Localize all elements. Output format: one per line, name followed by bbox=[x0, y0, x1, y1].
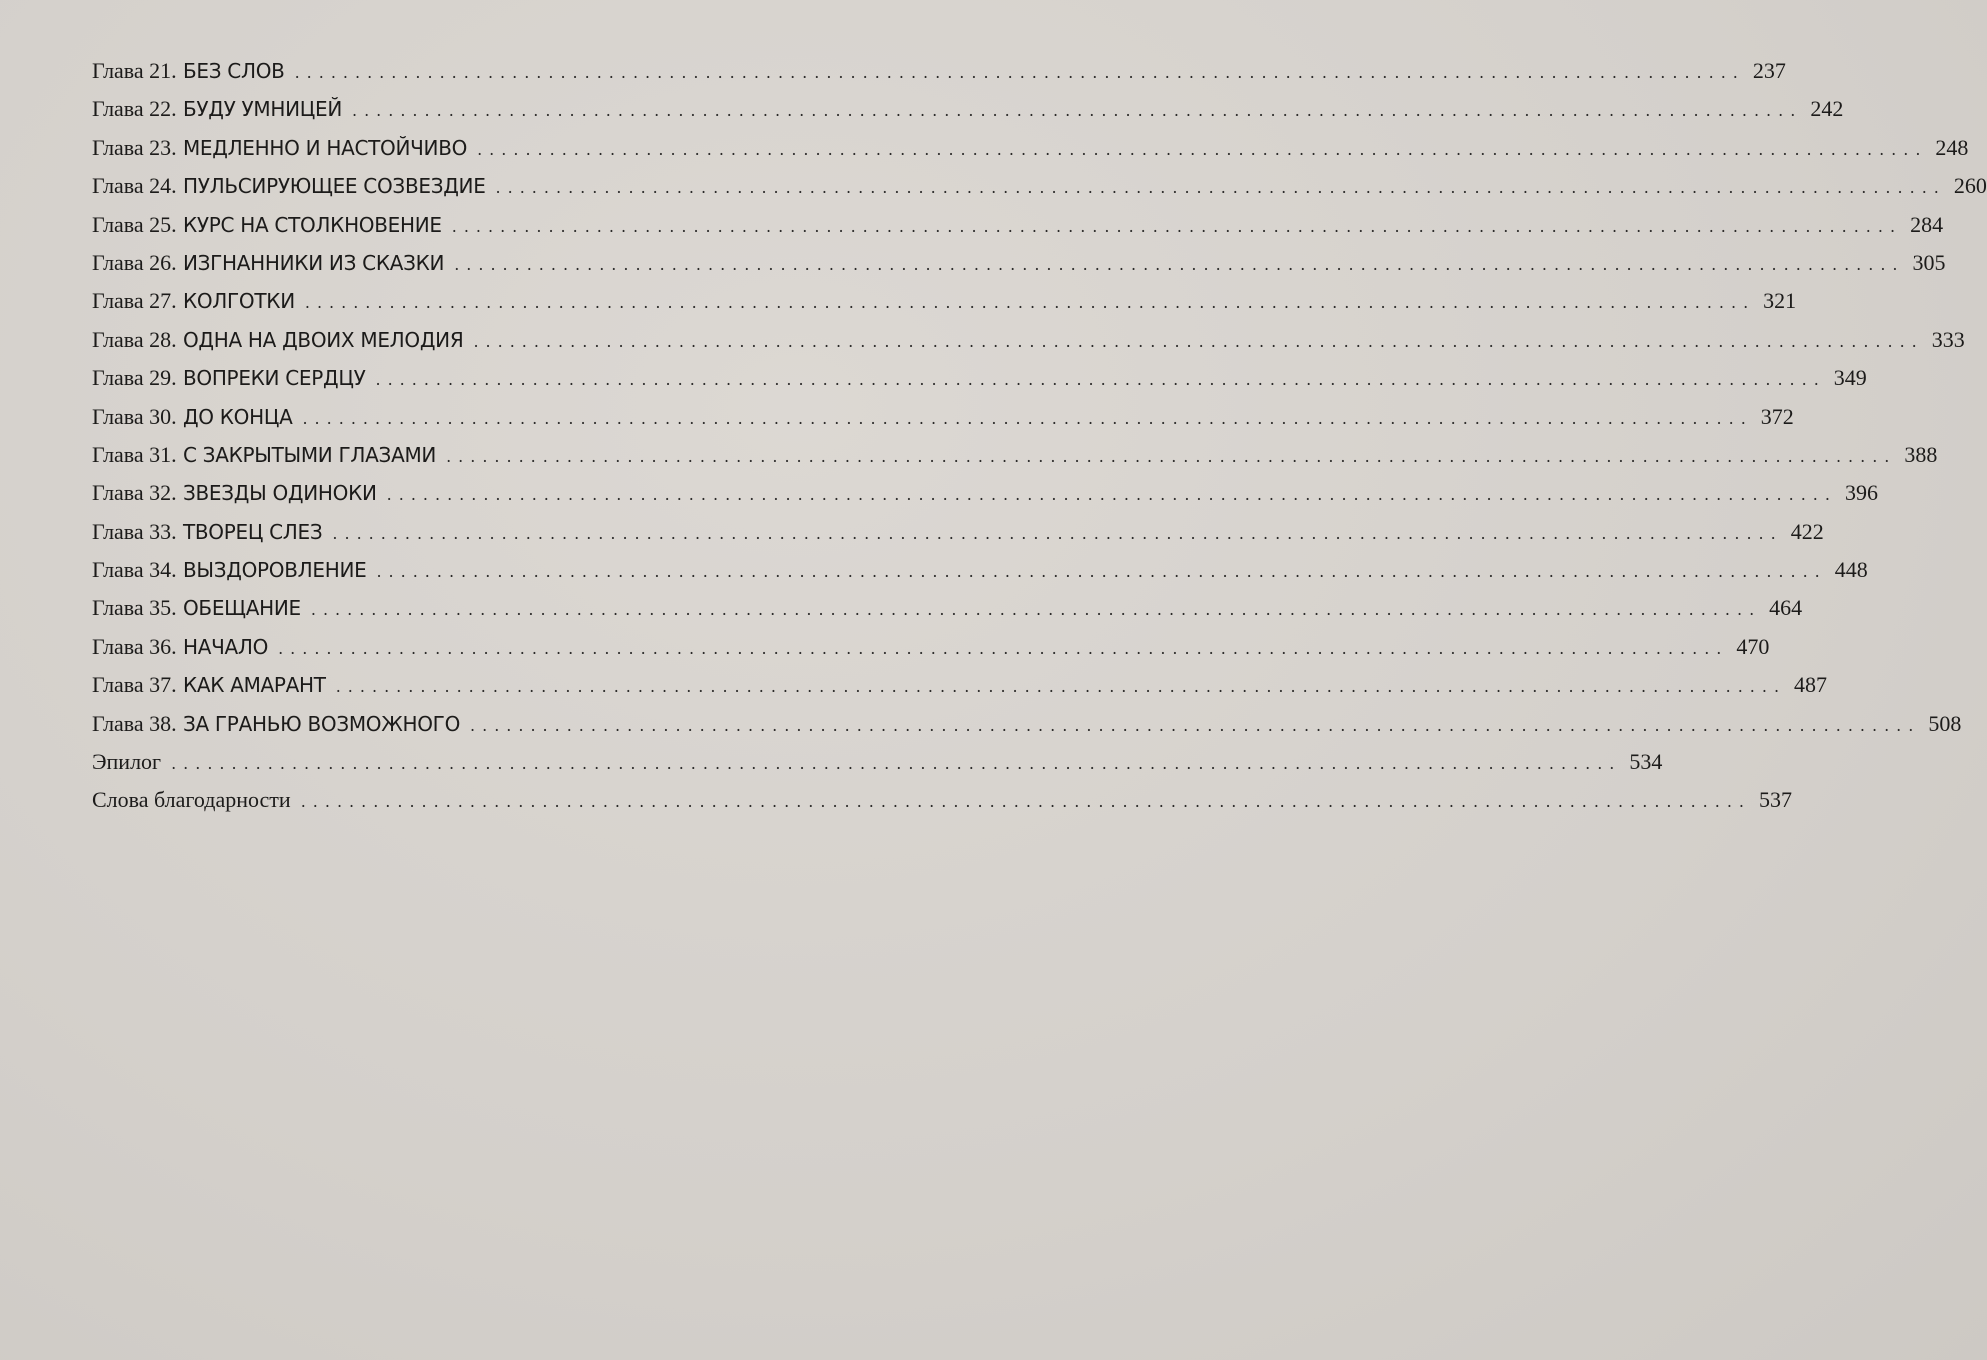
chapter-number: Глава 36. bbox=[92, 633, 177, 659]
toc-entry bbox=[92, 52, 1786, 90]
chapter-number: Глава 30. bbox=[92, 403, 177, 429]
chapter-number: Глава 37. bbox=[92, 672, 177, 698]
dot-leader: ........................................................................................................................ bbox=[451, 216, 1903, 236]
toc-entry bbox=[92, 436, 1938, 474]
entry-label bbox=[92, 129, 467, 167]
page-number: 349 bbox=[1833, 365, 1867, 391]
page-number: 508 bbox=[1928, 710, 1962, 736]
toc-entry bbox=[92, 359, 1867, 397]
dot-leader: ........................................................................................................................ bbox=[335, 677, 1787, 697]
page-number: 448 bbox=[1834, 557, 1868, 583]
chapter-number: Глава 29. bbox=[92, 365, 177, 391]
dot-leader: ........................................................................................................................ bbox=[352, 101, 1803, 121]
dot-leader: ........................................................................................................................ bbox=[375, 370, 1826, 390]
toc-entry bbox=[92, 513, 1824, 551]
chapter-number: Глава 25. bbox=[92, 211, 177, 237]
entry-label bbox=[92, 705, 460, 743]
dot-leader: ........................................................................................................................ bbox=[473, 331, 1924, 351]
entry-label bbox=[92, 589, 301, 627]
entry-label bbox=[92, 436, 436, 474]
dot-leader: ........................................................................................................................ bbox=[495, 178, 1946, 198]
page-number: 487 bbox=[1794, 672, 1828, 698]
chapter-title: ТВОРЕЦ СЛЕЗ bbox=[182, 519, 323, 544]
dot-leader: ........................................................................................................................ bbox=[304, 293, 1756, 313]
dot-leader: ........................................................................................................................ bbox=[310, 600, 1762, 620]
toc-entry bbox=[92, 167, 1987, 205]
dot-leader: ........................................................................................................................ bbox=[294, 63, 1745, 82]
page-number: 284 bbox=[1910, 211, 1944, 237]
page-number: 333 bbox=[1931, 326, 1965, 352]
entry-label bbox=[92, 167, 486, 205]
toc-entry bbox=[92, 244, 1946, 282]
toc-entry bbox=[92, 206, 1944, 244]
chapter-title: КУРС НА СТОЛКНОВЕНИЕ bbox=[182, 212, 442, 237]
chapter-number: Глава 32. bbox=[92, 480, 177, 506]
entry-label bbox=[92, 781, 291, 819]
toc-entry bbox=[92, 781, 1792, 819]
page-number: 372 bbox=[1760, 403, 1794, 429]
entry-label bbox=[92, 743, 161, 781]
chapter-title: ВЫЗДОРОВЛЕНИЕ bbox=[182, 558, 367, 583]
chapter-title: ДО КОНЦА bbox=[182, 404, 293, 429]
section-name: Слова благодарности bbox=[92, 787, 291, 813]
chapter-title: С ЗАКРЫТЫМИ ГЛАЗАМИ bbox=[182, 442, 437, 467]
page-number: 237 bbox=[1752, 58, 1786, 83]
chapter-number: Глава 21. bbox=[92, 58, 177, 83]
entry-label bbox=[92, 513, 322, 551]
entry-label bbox=[92, 474, 377, 512]
entry-label bbox=[92, 666, 326, 704]
page-number: 470 bbox=[1736, 633, 1770, 659]
chapter-number: Глава 24. bbox=[92, 173, 177, 199]
chapter-title: ПУЛЬСИРУЮЩЕЕ СОЗВЕЗДИЕ bbox=[182, 174, 486, 199]
toc-entry bbox=[92, 129, 1969, 167]
chapter-title: НАЧАЛО bbox=[182, 634, 269, 659]
chapter-number: Глава 33. bbox=[92, 518, 177, 544]
entry-label bbox=[92, 628, 268, 666]
chapter-title: КАК АМАРАНТ bbox=[182, 673, 326, 698]
table-of-contents bbox=[92, 52, 1987, 820]
toc-entry bbox=[92, 474, 1878, 512]
page-number: 248 bbox=[1935, 134, 1969, 160]
dot-leader: ........................................................................................................................ bbox=[386, 485, 1837, 505]
dot-leader: ........................................................................................................................ bbox=[278, 638, 1729, 658]
chapter-title: ОБЕЩАНИЕ bbox=[182, 596, 301, 621]
toc-entry bbox=[92, 551, 1868, 589]
toc-entry bbox=[92, 589, 1803, 627]
toc-entry bbox=[92, 628, 1770, 666]
page-number: 464 bbox=[1769, 595, 1803, 621]
chapter-title: ЗВЕЗДЫ ОДИНОКИ bbox=[182, 481, 377, 506]
entry-label bbox=[92, 359, 365, 397]
chapter-number: Глава 31. bbox=[92, 441, 177, 467]
chapter-title: КОЛГОТКИ bbox=[182, 289, 295, 314]
chapter-number: Глава 35. bbox=[92, 595, 177, 621]
entry-label bbox=[92, 244, 444, 282]
chapter-number: Глава 26. bbox=[92, 249, 177, 275]
page-number: 422 bbox=[1790, 518, 1824, 544]
chapter-title: ВОПРЕКИ СЕРДЦУ bbox=[182, 366, 366, 391]
page-number: 321 bbox=[1763, 288, 1797, 314]
chapter-number: Глава 38. bbox=[92, 710, 177, 736]
dot-leader: ........................................................................................................................ bbox=[477, 139, 1928, 159]
page-number: 396 bbox=[1844, 480, 1878, 506]
entry-label bbox=[92, 282, 295, 320]
chapter-title: БУДУ УМНИЦЕЙ bbox=[182, 97, 342, 122]
toc-entry bbox=[92, 398, 1794, 436]
page-number: 305 bbox=[1912, 249, 1946, 275]
chapter-title: ОДНА НА ДВОИХ МЕЛОДИЯ bbox=[182, 327, 464, 352]
toc-entry bbox=[92, 321, 1965, 359]
page-number: 260 bbox=[1953, 173, 1987, 199]
chapter-number: Глава 23. bbox=[92, 134, 177, 160]
chapter-number: Глава 34. bbox=[92, 557, 177, 583]
chapter-number: Глава 28. bbox=[92, 326, 177, 352]
entry-label bbox=[92, 206, 442, 244]
dot-leader: ........................................................................................................................ bbox=[446, 446, 1897, 466]
chapter-number: Глава 27. bbox=[92, 288, 177, 314]
page-number: 388 bbox=[1904, 441, 1938, 467]
toc-entry bbox=[92, 666, 1828, 704]
entry-label bbox=[92, 398, 292, 436]
dot-leader: ........................................................................................................................ bbox=[171, 754, 1622, 774]
chapter-number: Глава 22. bbox=[92, 96, 177, 122]
dot-leader: ........................................................................................................................ bbox=[332, 523, 1783, 543]
entry-label bbox=[92, 52, 285, 90]
page-number: 242 bbox=[1810, 96, 1844, 122]
dot-leader: ........................................................................................................................ bbox=[302, 408, 1753, 428]
entry-label bbox=[92, 321, 463, 359]
dot-leader: ........................................................................................................................ bbox=[454, 254, 1905, 274]
chapter-title: МЕДЛЕННО И НАСТОЙЧИВО bbox=[182, 135, 468, 160]
toc-entry bbox=[92, 743, 1663, 781]
chapter-title: ИЗГНАННИКИ ИЗ СКАЗКИ bbox=[182, 250, 445, 275]
toc-entry bbox=[92, 705, 1962, 743]
section-name: Эпилог bbox=[92, 749, 162, 775]
toc-entry bbox=[92, 282, 1797, 320]
toc-entry bbox=[92, 90, 1844, 128]
chapter-title: ЗА ГРАНЬЮ ВОЗМОЖНОГО bbox=[182, 711, 461, 736]
chapter-title: БЕЗ СЛОВ bbox=[182, 59, 285, 83]
dot-leader: ........................................................................................................................ bbox=[376, 562, 1827, 582]
page-number: 537 bbox=[1759, 787, 1792, 813]
entry-label bbox=[92, 551, 366, 589]
dot-leader: ........................................................................................................................ bbox=[300, 792, 1751, 812]
entry-label bbox=[92, 90, 342, 128]
page-number: 534 bbox=[1629, 749, 1663, 775]
dot-leader: ........................................................................................................................ bbox=[470, 715, 1921, 735]
